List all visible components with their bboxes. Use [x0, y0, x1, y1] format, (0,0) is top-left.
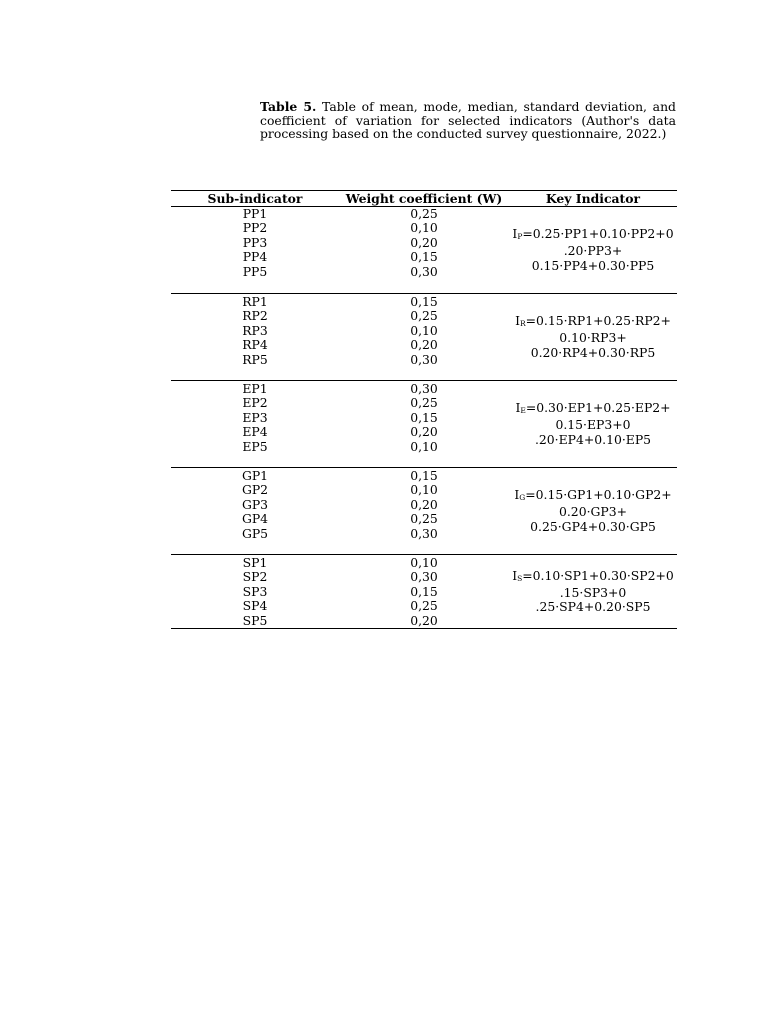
table-group [171, 554, 677, 628]
formula-text: =0.10·SP1+0.30·SP2+0 [522, 567, 674, 583]
weight-cell: 0,30 [410, 263, 438, 279]
sub-indicator-cell: PP3 [242, 234, 268, 250]
weights-table [171, 190, 677, 629]
sub-indicator-cell: EP2 [242, 395, 268, 411]
weight-cell: 0,30 [410, 351, 438, 367]
weight-cell: 0,30 [410, 381, 438, 396]
sub-indicator-cell: RP2 [242, 308, 268, 324]
sub-indicator-cell: RP3 [242, 322, 268, 338]
weight-cell: 0,10 [410, 220, 438, 236]
weight-cell: 0,20 [410, 337, 438, 353]
weight-cell: 0,10 [410, 438, 438, 454]
header-weight-coefficient: Weight coefficient (W) [345, 191, 503, 206]
weight-cell: 0,30 [410, 525, 438, 541]
indicator-symbol: I [512, 226, 518, 242]
sub-indicator-cell: SP3 [242, 583, 268, 599]
indicator-symbol: I [515, 313, 520, 329]
key-indicator-formula [509, 555, 677, 628]
formula-line: 0.10·RP3+ [559, 330, 627, 346]
sub-indicator-cell: EP1 [242, 381, 268, 396]
sub-indicator-cell: EP5 [242, 438, 268, 454]
sub-indicator-column [171, 294, 339, 380]
sub-indicator-cell: RP1 [242, 294, 268, 309]
sub-indicator-cell: RP5 [242, 351, 268, 367]
formula-line [509, 227, 677, 244]
indicator-symbol: I [512, 567, 518, 583]
table-body [171, 207, 677, 628]
sub-indicator-column [171, 207, 339, 293]
sub-indicator-column [171, 555, 339, 628]
sub-indicator-cell: PP4 [242, 249, 268, 265]
caption-label: Table 5. [260, 99, 317, 114]
weight-cell: 0,10 [410, 322, 438, 338]
header-sub-indicator: Sub-indicator [207, 191, 303, 206]
indicator-subscript: E [520, 406, 526, 416]
weight-column [339, 555, 509, 628]
weight-cell: 0,25 [410, 308, 438, 324]
sub-indicator-cell: SP1 [242, 555, 268, 570]
formula-line [509, 314, 677, 331]
weight-cell: 0,30 [410, 569, 438, 585]
formula-text: =0.15·RP1+0.25·RP2+ [525, 313, 671, 329]
weight-cell: 0,25 [410, 395, 438, 411]
sub-indicator-cell: PP1 [242, 206, 268, 221]
formula-line [509, 401, 677, 418]
table-group [171, 380, 677, 467]
weight-column [339, 381, 509, 467]
weight-cell: 0,10 [410, 555, 438, 570]
table-group [171, 207, 677, 293]
weight-cell: 0,15 [410, 468, 438, 483]
key-indicator-formula [509, 294, 677, 380]
sub-indicator-cell: PP5 [242, 263, 268, 279]
key-indicator-formula [509, 207, 677, 293]
formula-line: .20·PP3+ [563, 243, 623, 259]
formula-text: =0.25·PP1+0.10·PP2+0 [522, 226, 674, 242]
sub-indicator-cell: GP2 [241, 482, 269, 498]
formula-line [509, 488, 677, 505]
weight-cell: 0,15 [410, 409, 438, 425]
table-group [171, 293, 677, 380]
indicator-subscript: P [517, 232, 523, 242]
formula-line: .15·SP3+0 [559, 584, 627, 600]
indicator-symbol: I [515, 400, 521, 416]
sub-indicator-cell: RP4 [242, 337, 268, 353]
formula-line: 0.25·GP4+0.30·GP5 [530, 518, 656, 534]
sub-indicator-cell: PP2 [242, 220, 268, 236]
weight-cell: 0,25 [410, 511, 438, 527]
formula-line: 0.15·EP3+0 [555, 417, 631, 433]
formula-line [509, 569, 677, 586]
key-indicator-formula [509, 381, 677, 467]
indicator-subscript: G [519, 493, 526, 503]
formula-text: =0.15·GP1+0.10·GP2+ [525, 487, 672, 503]
formula-text: =0.30·EP1+0.25·EP2+ [525, 400, 671, 416]
weight-cell: 0,20 [410, 496, 438, 512]
weight-column [339, 294, 509, 380]
formula-line: 0.15·PP4+0.30·PP5 [531, 257, 655, 273]
sub-indicator-column [171, 468, 339, 554]
weight-cell: 0,20 [410, 612, 438, 628]
formula-line: .20·EP4+0.10·EP5 [534, 431, 652, 447]
sub-indicator-cell: SP4 [242, 598, 268, 614]
formula-line: 0.20·RP4+0.30·RP5 [530, 344, 656, 360]
sub-indicator-cell: EP4 [242, 424, 268, 440]
formula-line: 0.20·GP3+ [558, 504, 628, 520]
caption-text: Table of mean, mode, median, standard deviation, and coefficient of variation for selected indicators (Author's data processing based on the conducted survey questionnaire, 2022.) [260, 99, 676, 142]
sub-indicator-cell: GP5 [241, 525, 269, 541]
header-key-indicator: Key Indicator [545, 191, 641, 206]
weight-column [339, 207, 509, 293]
sub-indicator-column [171, 381, 339, 467]
weight-cell: 0,25 [410, 598, 438, 614]
weight-cell: 0,25 [410, 206, 438, 221]
weight-cell: 0,20 [410, 424, 438, 440]
formula-line: .25·SP4+0.20·SP5 [535, 599, 651, 615]
table-header-row [171, 191, 677, 207]
weight-cell: 0,15 [410, 294, 438, 309]
sub-indicator-cell: EP3 [242, 409, 268, 425]
indicator-symbol: I [514, 487, 520, 503]
sub-indicator-cell: SP5 [242, 612, 268, 628]
table-caption [260, 100, 676, 141]
sub-indicator-cell: GP4 [241, 511, 269, 527]
key-indicator-formula [509, 468, 677, 554]
sub-indicator-cell: SP2 [242, 569, 268, 585]
weight-cell: 0,10 [410, 482, 438, 498]
sub-indicator-cell: GP3 [241, 496, 269, 512]
indicator-subscript: R [519, 319, 526, 329]
weight-column [339, 468, 509, 554]
indicator-subscript: S [517, 573, 523, 583]
sub-indicator-cell: GP1 [241, 468, 269, 483]
weight-cell: 0,20 [410, 234, 438, 250]
weight-cell: 0,15 [410, 249, 438, 265]
table-group [171, 467, 677, 554]
weight-cell: 0,15 [410, 583, 438, 599]
